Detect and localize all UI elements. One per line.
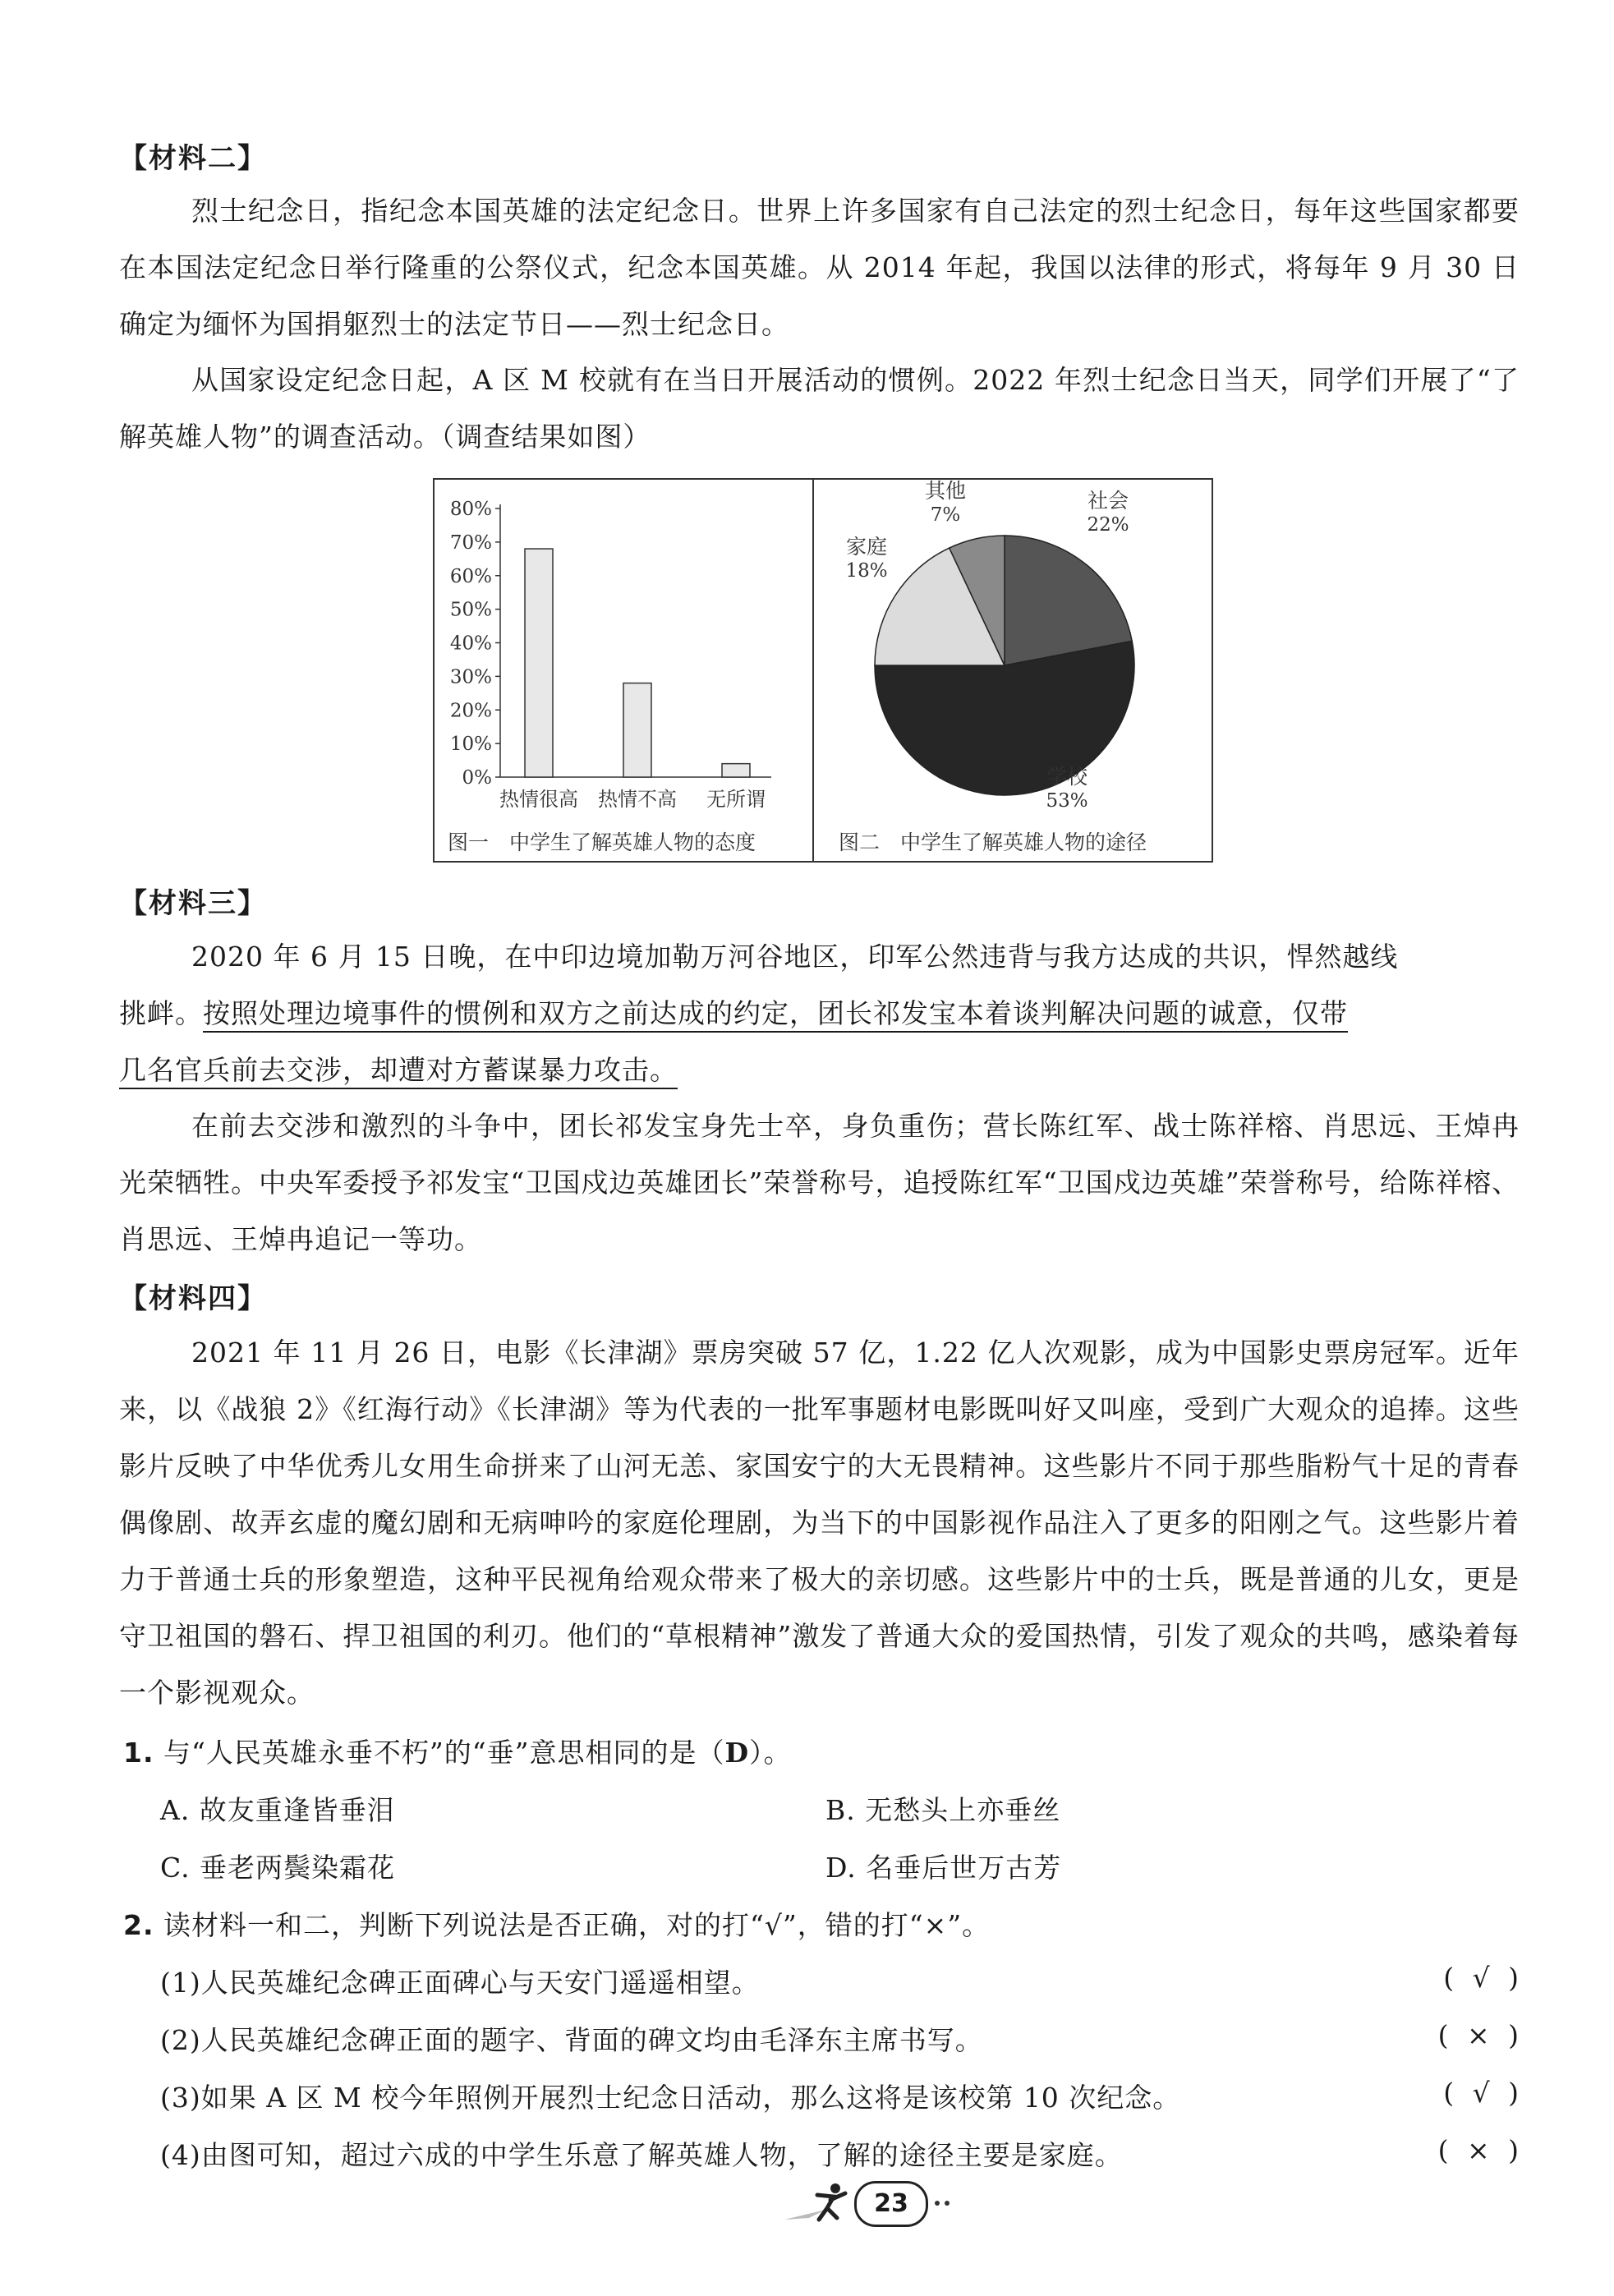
question-1-option-a: A. 故友重逢皆垂泪 <box>160 1794 395 1826</box>
pie-chart <box>814 480 1212 825</box>
bar <box>525 549 553 777</box>
x-tick-label: 热情不高 <box>598 788 677 811</box>
question-2-mark-4: ( × ) <box>1437 2134 1524 2166</box>
pie-label: 社会 <box>1087 489 1129 513</box>
question-1-option-c: C. 垂老两鬓染霜花 <box>160 1852 396 1884</box>
question-2-item-4: (4)由图可知，超过六成的中学生乐意了解英雄人物，了解的途径主要是家庭。 <box>160 2139 1123 2171</box>
question-2-stem: 读材料一和二，判断下列说法是否正确，对的打“√”，错的打“×”。 <box>163 1909 991 1941</box>
question-1-option-b: B. 无愁头上亦垂丝 <box>825 1794 1061 1826</box>
pie-value-label: 18% <box>845 560 888 582</box>
material2-heading: 【材料二】 <box>119 142 267 175</box>
question-2-mark-1: ( √ ) <box>1443 1962 1524 1994</box>
y-tick-label: 50% <box>449 599 492 621</box>
pie-label: 其他 <box>924 480 967 503</box>
runner-logo-icon <box>776 2177 867 2226</box>
question-2-item-3: (3)如果 A 区 M 校今年照例开展烈士纪念日活动，那么这将是该校第 10 次纪念。 <box>160 2082 1181 2114</box>
pie-value-label: 22% <box>1087 514 1129 536</box>
material3-paragraph-1 <box>119 928 1520 1098</box>
question-2-mark-2: ( × ) <box>1437 2019 1524 2051</box>
material3-line-1: 2020 年 6 月 15 日晚，在中印边境加勒万河谷地区，印军公然违背与我方达成的共识，悍然越线 <box>191 941 1399 973</box>
question-1-answer: D <box>724 1737 750 1769</box>
question-1 <box>123 1732 792 1770</box>
pie-value-label: 53% <box>1046 790 1088 812</box>
y-tick-label: 80% <box>449 499 492 520</box>
question-2-number: 2. <box>123 1909 154 1941</box>
question-1-stem: 与“人民英雄永垂不朽”的“垂”意思相同的是（ <box>163 1737 725 1769</box>
question-1-number: 1. <box>123 1737 154 1769</box>
question-2-mark-3: ( √ ) <box>1443 2077 1524 2109</box>
bar-chart-caption: 图一 中学生了解英雄人物的态度 <box>448 831 756 854</box>
material3-paragraph-2: 在前去交涉和激烈的斗争中，团长祁发宝身先士卒，身负重伤；营长陈红军、战士陈祥榕、肖思远、王焯冉光荣牺牲。中央军委授予祁发宝“卫国戍边英雄团长”荣誉称号，追授陈红军“卫国戍边英雄”荣誉称号，给陈祥榕、肖思远、王焯冉追记一等功。 <box>119 1110 1520 1255</box>
material3-line-2 <box>119 985 1520 1042</box>
question-2-item-1: (1)人民英雄纪念碑正面碑心与天安门遥遥相望。 <box>160 1967 760 1999</box>
y-tick-label: 0% <box>462 767 492 789</box>
y-tick-label: 30% <box>449 666 492 688</box>
x-tick-label: 热情很高 <box>499 788 578 811</box>
question-1-option-d: D. 名垂后世万古芳 <box>825 1852 1062 1884</box>
material4-heading: 【材料四】 <box>119 1282 267 1315</box>
bar-chart <box>435 480 812 825</box>
underlined-sentence-part-2: 几名官兵前去交涉，却遭对方蓄谋暴力攻击。 <box>119 1054 678 1086</box>
material2-paragraph-1: 烈士纪念日，指纪念本国英雄的法定纪念日。世界上许多国家有自己法定的烈士纪念日，每年这些国家都要在本国法定纪念日举行隆重的公祭仪式，纪念本国英雄。从 2014 年起，我国以法律的形式，将每年 9 月 30 日确定为缅怀为国捐躯烈士的法定节日——烈士纪念日。 <box>119 195 1520 340</box>
y-tick-label: 20% <box>449 700 492 722</box>
y-tick-label: 10% <box>449 734 492 756</box>
y-tick-label: 40% <box>449 633 492 655</box>
pie-chart-caption: 图二 中学生了解英雄人物的途径 <box>839 831 1147 854</box>
bar <box>722 764 750 777</box>
material4-paragraph: 2021 年 11 月 26 日，电影《长津湖》票房突破 57 亿，1.22 亿人次观影，成为中国影史票房冠军。近年来，以《战狼 2》《红海行动》《长津湖》等为代表的一批军事题材电影既叫好又叫座，受到广大观众的追捧。这些影片反映了中华优秀儿女用生命拼来了山河无恙、家国安宁的大无畏精神。这些影片不同于那些脂粉气十足的青春偶像剧、故弄玄虚的魔幻剧和无病呻吟的家庭伦理剧，为当下的中国影视作品注入了更多的阳刚之气。这些影片着力于普通士兵的形象塑造，这种平民视角给观众带来了极大的亲切感。这些影片中的士兵，既是普通的儿女，更是守卫祖国的磐石、捍卫祖国的利刃。他们的“草根精神”激发了普通大众的爱国热情，引发了观众的共鸣，感染着每一个影视观众。 <box>119 1337 1520 1709</box>
underlined-sentence-part-1: 按照处理边境事件的惯例和双方之前达成的约定，团长祁发宝本着谈判解决问题的诚意，仅带 <box>203 997 1348 1029</box>
bar <box>623 683 651 777</box>
pie-label: 学校 <box>1046 765 1088 789</box>
material3-heading: 【材料三】 <box>119 887 267 920</box>
pie-label: 家庭 <box>845 535 888 559</box>
x-tick-label: 无所谓 <box>706 788 766 811</box>
y-tick-label: 70% <box>449 531 492 554</box>
material2-paragraph-2: 从国家设定纪念日起，A 区 M 校就有在当日开展活动的惯例。2022 年烈士纪念日当天，同学们开展了“了解英雄人物”的调查活动。（调查结果如图） <box>119 364 1520 453</box>
question-1-close: ）。 <box>749 1737 792 1769</box>
survey-figure <box>433 478 1213 863</box>
pie-value-label: 7% <box>930 504 961 526</box>
page-number: 23 <box>854 2181 928 2227</box>
page-dots-icon <box>932 2195 965 2211</box>
material3-line-2-start: 挑衅。 <box>119 997 203 1029</box>
question-2 <box>123 1904 990 1943</box>
question-2-item-2: (2)人民英雄纪念碑正面的题字、背面的碑文均由毛泽东主席书写。 <box>160 2024 983 2056</box>
y-tick-label: 60% <box>449 565 492 587</box>
